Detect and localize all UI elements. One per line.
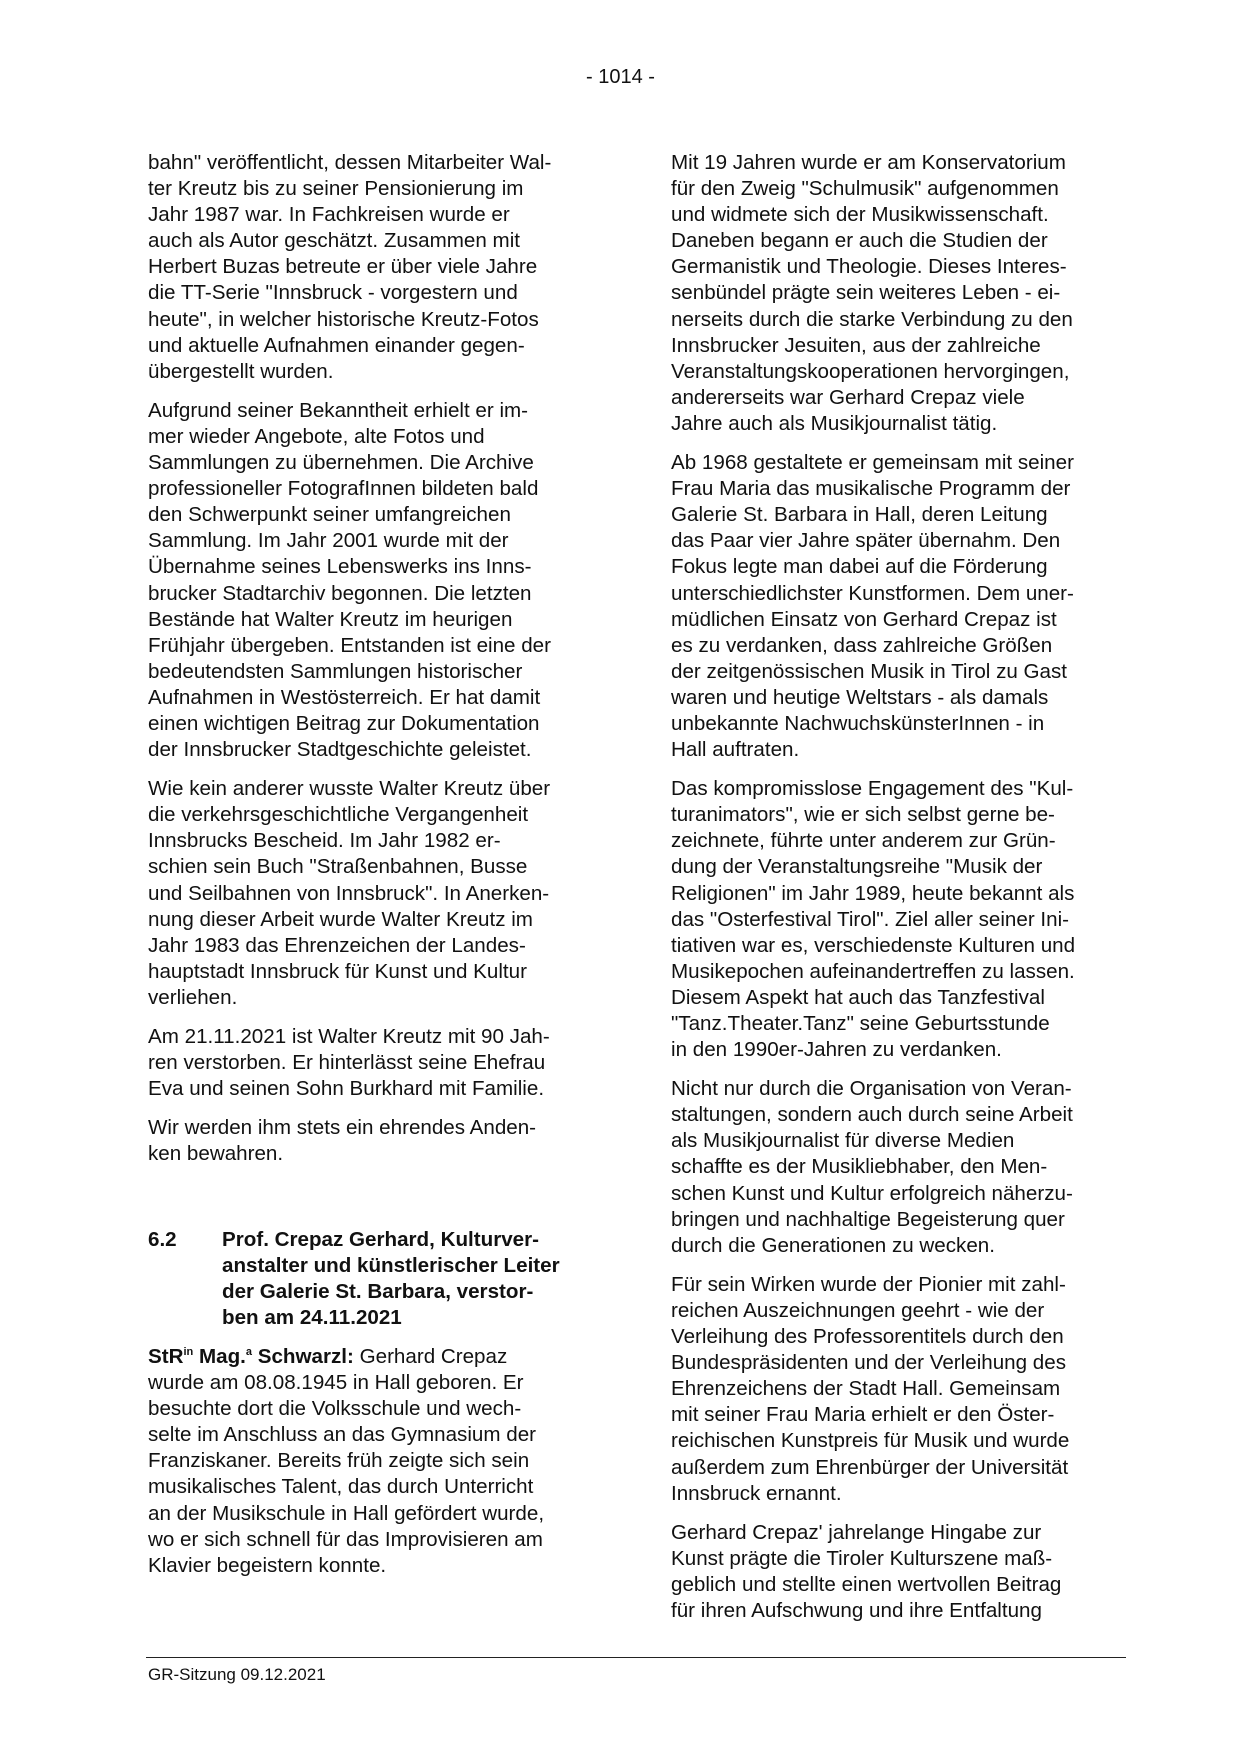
text-line: Innsbrucker Jesuiten, aus der zahlreiche bbox=[671, 333, 1041, 357]
text-line: senbündel prägte sein weiteres Leben - ei- bbox=[671, 281, 1061, 305]
text-line: der zeitgenössischen Musik in Tirol zu Gast bbox=[671, 659, 1068, 683]
text-line: Galerie St. Barbara in Hall, deren Leitung bbox=[671, 503, 1048, 527]
text-line: mit seiner Frau Maria erhielt er den Öster- bbox=[671, 1403, 1055, 1427]
text-line: Herbert Buzas betreute er über viele Jahre bbox=[148, 255, 538, 279]
text-line: Fokus legte man dabei auf die Förderung bbox=[671, 555, 1048, 579]
left-column bbox=[148, 150, 603, 1180]
text-line: der Innsbrucker Stadtgeschichte geleistet. bbox=[148, 738, 532, 762]
text-line: schaffte es der Musikliebhaber, den Men- bbox=[671, 1155, 1048, 1179]
text-line: staltungen, sondern auch durch seine Arbeit bbox=[671, 1103, 1073, 1127]
text-line: für ihren Aufschwung und ihre Entfaltung bbox=[671, 1598, 1042, 1622]
text-line: durch die Generationen zu wecken. bbox=[671, 1233, 995, 1257]
text-line: Wie kein anderer wusste Walter Kreutz über bbox=[148, 777, 551, 801]
text-line: Mit 19 Jahren wurde er am Konservatorium bbox=[671, 151, 1066, 174]
section-title-line: Prof. Crepaz Gerhard, Kulturver- bbox=[222, 1228, 539, 1251]
speech-paragraph bbox=[148, 1344, 608, 1579]
text-line: als Musikjournalist für diverse Medien bbox=[671, 1129, 1015, 1153]
text-line: dung der Veranstaltungsreihe "Musik der bbox=[671, 855, 1043, 879]
text-line: an der Musikschule in Hall gefördert wurde, bbox=[148, 1501, 545, 1525]
text-line: reichen Auszeichnungen geehrt - wie der bbox=[671, 1298, 1045, 1322]
text-line: Eva und seinen Sohn Burkhard mit Familie. bbox=[148, 1077, 545, 1101]
text-line: Bestände hat Walter Kreutz im heurigen bbox=[148, 607, 513, 631]
text-line: Nicht nur durch die Organisation von Veran- bbox=[671, 1077, 1072, 1101]
text-line: Frühjahr übergeben. Entstanden ist eine der bbox=[148, 633, 551, 657]
text-line: Jahr 1983 das Ehrenzeichen der Landes- bbox=[148, 933, 526, 957]
text-line: selte im Anschluss an das Gymnasium der bbox=[148, 1423, 537, 1447]
text-line: hauptstadt Innsbruck für Kunst und Kultur bbox=[148, 959, 527, 983]
right-column bbox=[671, 150, 1131, 1637]
paragraph bbox=[148, 776, 603, 1011]
paragraph bbox=[671, 1520, 1131, 1624]
text-line: für den Zweig "Schulmusik" aufgenommen bbox=[671, 177, 1059, 201]
page-number: - 1014 - bbox=[586, 66, 655, 88]
text-line: außerdem zum Ehrenbürger der Universität bbox=[671, 1455, 1069, 1479]
text-line: die TT-Serie "Innsbruck - vorgestern und bbox=[148, 281, 518, 305]
text-line: musikalisches Talent, das durch Unterricht bbox=[148, 1475, 534, 1499]
text-line: die verkehrsgeschichtliche Vergangenheit bbox=[148, 803, 529, 827]
text-line: tiativen war es, verschiedenste Kulturen und bbox=[671, 933, 1076, 957]
text-line: es zu verdanken, dass zahlreiche Größen bbox=[671, 633, 1053, 657]
text-line: Kunst prägte die Tiroler Kulturszene maß- bbox=[671, 1546, 1053, 1570]
paragraph bbox=[671, 1076, 1131, 1259]
text-line: Hall auftraten. bbox=[671, 738, 800, 762]
section-title-line: der Galerie St. Barbara, verstor- bbox=[222, 1280, 534, 1304]
text-line: mer wieder Angebote, alte Fotos und bbox=[148, 424, 485, 448]
text-line: Für sein Wirken wurde der Pionier mit zahl- bbox=[671, 1272, 1066, 1296]
text-line: bringen und nachhaltige Begeisterung quer bbox=[671, 1207, 1065, 1231]
text-line: Musikepochen aufeinandertreffen zu lassen. bbox=[671, 959, 1075, 983]
paragraph bbox=[148, 1115, 603, 1167]
speaker-name bbox=[148, 1345, 354, 1368]
text-line: und widmete sich der Musikwissenschaft. bbox=[671, 203, 1049, 227]
text-line: waren und heutige Weltstars - als damals bbox=[671, 685, 1049, 709]
text-line: Sammlungen zu übernehmen. Die Archive bbox=[148, 451, 534, 475]
text-line: professioneller FotografInnen bildeten bald bbox=[148, 477, 539, 501]
paragraph bbox=[148, 1024, 603, 1102]
text-line: Am 21.11.2021 ist Walter Kreutz mit 90 Jah- bbox=[148, 1025, 550, 1048]
text-line: Germanistik und Theologie. Dieses Interes- bbox=[671, 255, 1067, 279]
text-line: Frau Maria das musikalische Programm der bbox=[671, 477, 1071, 501]
text-line: Bundespräsidenten und der Verleihung des bbox=[671, 1351, 1067, 1375]
text-line: Innsbrucks Bescheid. Im Jahr 1982 er- bbox=[148, 829, 501, 853]
paragraph bbox=[671, 450, 1131, 763]
text-line: Sammlung. Im Jahr 2001 wurde mit der bbox=[148, 529, 509, 553]
speaker-degree: Mag. bbox=[193, 1345, 246, 1368]
text-line: ren verstorben. Er hinterlässt seine Ehefrau bbox=[148, 1051, 546, 1075]
text-line: zeichnete, führte unter anderem zur Grün- bbox=[671, 829, 1056, 853]
text-line: in den 1990er-Jahren zu verdanken. bbox=[671, 1038, 1002, 1062]
section-number: 6.2 bbox=[148, 1228, 177, 1251]
text-line: Jahre auch als Musikjournalist tätig. bbox=[671, 411, 998, 435]
text-line: wo er sich schnell für das Improvisieren am bbox=[148, 1527, 543, 1551]
text-line: unbekannte NachwuchskünsterInnen - in bbox=[671, 711, 1045, 735]
text-line: den Schwerpunkt seiner umfangreichen bbox=[148, 503, 511, 527]
text-line: Jahr 1987 war. In Fachkreisen wurde er bbox=[148, 203, 510, 227]
text-line: bedeutendsten Sammlungen historischer bbox=[148, 659, 523, 683]
section-title-line: anstalter und künstlerischer Leiter bbox=[222, 1254, 560, 1278]
text-line: nerseits durch die starke Verbindung zu den bbox=[671, 307, 1073, 331]
text-line: müdlichen Einsatz von Gerhard Crepaz ist bbox=[671, 607, 1057, 631]
text-line: das "Osterfestival Tirol". Ziel aller seiner Ini- bbox=[671, 907, 1070, 931]
paragraph bbox=[671, 1272, 1131, 1507]
text-line: Franziskaner. Bereits früh zeigte sich sein bbox=[148, 1449, 530, 1473]
speaker-degree-sup: a bbox=[245, 1346, 253, 1358]
text-line: Daneben begann er auch die Studien der bbox=[671, 229, 1048, 253]
text-line: ter Kreutz bis zu seiner Pensionierung im bbox=[148, 177, 524, 201]
text-line: Das kompromisslose Engagement des "Kul- bbox=[671, 777, 1074, 801]
text-line: wurde am 08.08.1945 in Hall geboren. Er bbox=[148, 1371, 524, 1395]
text-line: ken bewahren. bbox=[148, 1142, 284, 1166]
speaker-surname: Schwarzl: bbox=[252, 1345, 354, 1368]
text-line: Klavier begeistern konnte. bbox=[148, 1553, 387, 1577]
speaker-title: StR bbox=[148, 1345, 184, 1368]
text-line: brucker Stadtarchiv begonnen. Die letzten bbox=[148, 581, 532, 605]
footer-divider bbox=[146, 1657, 1126, 1658]
text-line: Wir werden ihm stets ein ehrendes Anden- bbox=[148, 1116, 537, 1140]
text-line: einen wichtigen Beitrag zur Dokumentation bbox=[148, 711, 540, 735]
paragraph bbox=[148, 150, 603, 385]
text-line: verliehen. bbox=[148, 985, 238, 1009]
speech-first-line-text: Gerhard Crepaz bbox=[353, 1345, 508, 1368]
footer-text: GR-Sitzung 09.12.2021 bbox=[148, 1665, 326, 1684]
speech-first-line bbox=[148, 1344, 608, 1370]
text-line: besuchte dort die Volksschule und wech- bbox=[148, 1397, 522, 1421]
text-line: nung dieser Arbeit wurde Walter Kreutz im bbox=[148, 907, 533, 931]
text-line: Gerhard Crepaz' jahrelange Hingabe zur bbox=[671, 1520, 1042, 1544]
speech-body bbox=[148, 1370, 608, 1579]
paragraph bbox=[671, 776, 1131, 1063]
text-line: Aufgrund seiner Bekanntheit erhielt er im- bbox=[148, 398, 529, 422]
text-line: Diesem Aspekt hat auch das Tanzfestival bbox=[671, 985, 1045, 1009]
text-line: reichischen Kunstpreis für Musik und wurde bbox=[671, 1429, 1070, 1453]
text-line: Verleihung des Professorentitels durch den bbox=[671, 1325, 1064, 1349]
text-line: Ab 1968 gestaltete er gemeinsam mit seiner bbox=[671, 451, 1074, 475]
text-line: Ehrenzeichens der Stadt Hall. Gemeinsam bbox=[671, 1377, 1061, 1401]
text-line: und Seilbahnen von Innsbruck". In Anerken- bbox=[148, 881, 550, 905]
text-line: übergestellt wurden. bbox=[148, 359, 334, 383]
speaker-title-sup: in bbox=[183, 1346, 194, 1358]
text-line: heute", in welcher historische Kreutz-Fotos bbox=[148, 307, 539, 331]
text-line: Veranstaltungskooperationen hervorgingen, bbox=[671, 359, 1070, 383]
text-line: und aktuelle Aufnahmen einander gegen- bbox=[148, 333, 525, 357]
text-line: schien sein Buch "Straßenbahnen, Busse bbox=[148, 855, 528, 879]
text-line: turanimators", wie er sich selbst gerne be- bbox=[671, 803, 1055, 827]
text-line: auch als Autor geschätzt. Zusammen mit bbox=[148, 229, 520, 253]
text-line: andererseits war Gerhard Crepaz viele bbox=[671, 385, 1025, 409]
text-line: Religionen" im Jahr 1989, heute bekannt als bbox=[671, 881, 1075, 905]
text-line: schen Kunst und Kultur erfolgreich näherzu- bbox=[671, 1181, 1073, 1205]
text-line: Innsbruck ernannt. bbox=[671, 1481, 842, 1505]
paragraph bbox=[671, 150, 1131, 437]
paragraph bbox=[148, 398, 603, 763]
text-line: Übernahme seines Lebenswerks ins Inns- bbox=[148, 555, 532, 579]
text-line: "Tanz.Theater.Tanz" seine Geburtsstunde bbox=[671, 1012, 1050, 1035]
text-line: bahn" veröffentlicht, dessen Mitarbeiter Wal- bbox=[148, 151, 552, 174]
text-line: das Paar vier Jahre später übernahm. Den bbox=[671, 529, 1061, 553]
text-line: unterschiedlichster Kunstformen. Dem uner- bbox=[671, 581, 1074, 605]
text-line: geblich und stellte einen wertvollen Beitrag bbox=[671, 1572, 1062, 1596]
text-line: Aufnahmen in Westösterreich. Er hat damit bbox=[148, 685, 541, 709]
section-title bbox=[222, 1227, 560, 1331]
section-title-line: ben am 24.11.2021 bbox=[222, 1306, 402, 1330]
